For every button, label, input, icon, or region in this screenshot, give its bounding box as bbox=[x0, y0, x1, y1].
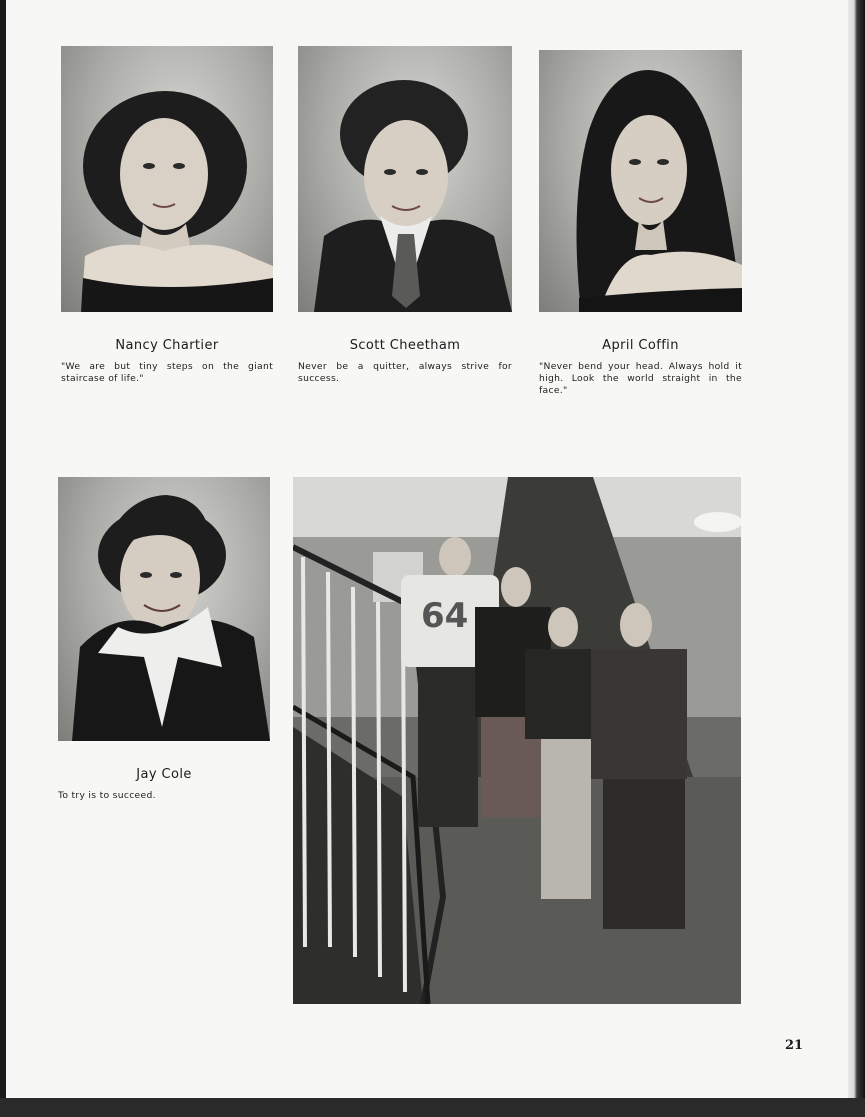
page-number: 21 bbox=[785, 1038, 804, 1053]
group-photo-staircase bbox=[293, 477, 741, 1004]
student-name: Jay Cole bbox=[136, 767, 192, 782]
student-quote: "Never bend your head. Always hold it high. Look the world straight in the face." bbox=[539, 361, 742, 396]
portrait-nancy-chartier bbox=[61, 46, 273, 312]
portrait-april-coffin bbox=[539, 50, 742, 312]
student-name: Nancy Chartier bbox=[115, 338, 219, 353]
scan-bottom-edge bbox=[0, 1098, 865, 1117]
student-quote: To try is to succeed. bbox=[58, 790, 156, 801]
portrait-scott-cheetham bbox=[298, 46, 512, 312]
book-binding-edge bbox=[848, 0, 865, 1117]
student-name: April Coffin bbox=[602, 338, 679, 353]
student-quote: "We are but tiny steps on the giant staircase of life." bbox=[61, 361, 273, 384]
jersey-number: 64 bbox=[421, 596, 469, 636]
portrait-jay-cole bbox=[58, 477, 270, 741]
student-quote: Never be a quitter, always strive for success. bbox=[298, 361, 512, 384]
student-name: Scott Cheetham bbox=[349, 338, 461, 353]
